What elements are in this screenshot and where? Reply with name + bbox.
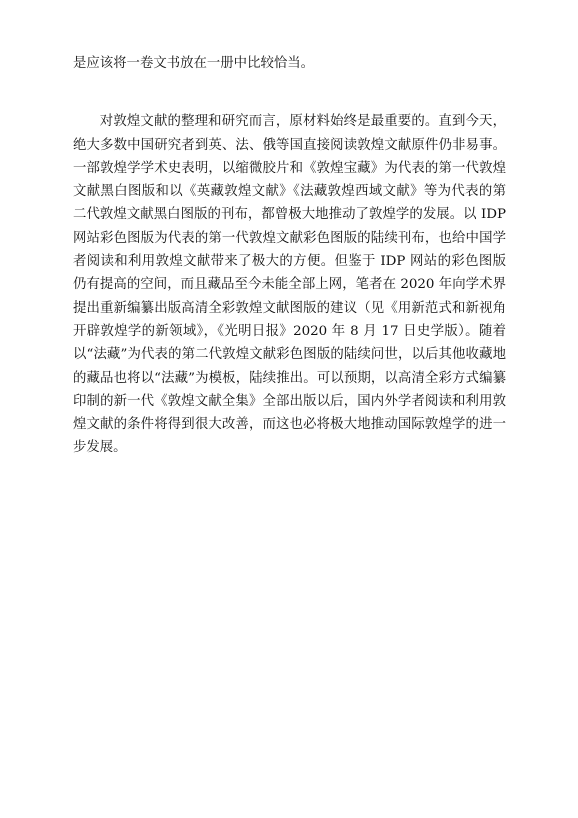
paragraph-continuation: 是应该将一卷文书放在一册中比较恰当。 [73,56,315,71]
paragraph-dunhuang-research: 对敦煌文献的整理和研究而言，原材料始终是最重要的。直到今天，绝大多数中国研究者到英、法、俄等国直接阅读敦煌文献原件仍非易事。一部敦煌学学术史表明，以缩微胶片和《敦煌宝藏》为代表的第一代敦煌文献黑白图版和以《英藏敦煌文献》《法藏敦煌西域文献》等为代表的第二代敦煌文献黑白图版的刊布，都曾极大地推动了敦煌学的发展。以 IDP 网站彩色图版为代表的第一代敦煌文献彩色图版的陆续刊布，也给中国学者阅读和利用敦煌文献带来了极大的方便。但鉴于 IDP 网站的彩色图版仍有提高的空间，而且藏品至今未能全部上网，笔者在 2020 年向学术界提出重新编纂出版高清全彩敦煌文献图版的建议（见《用新范式和新视角开辟敦煌学的新领域》，《光明日报》2020 年 8 月 17 日史学版）。随着以“法藏”为代表的第二代敦煌文献彩色图版的陆续问世，以后其他收藏地的藏品也将以“法藏”为模板，陆续推出。可以预期，以高清全彩方式编纂印制的新一代《敦煌文献全集》全部出版以后，国内外学者阅读和利用敦煌文献的条件将得到很大改善，而这也必将极大地推动国际敦煌学的进一步发展。 [73,114,506,456]
